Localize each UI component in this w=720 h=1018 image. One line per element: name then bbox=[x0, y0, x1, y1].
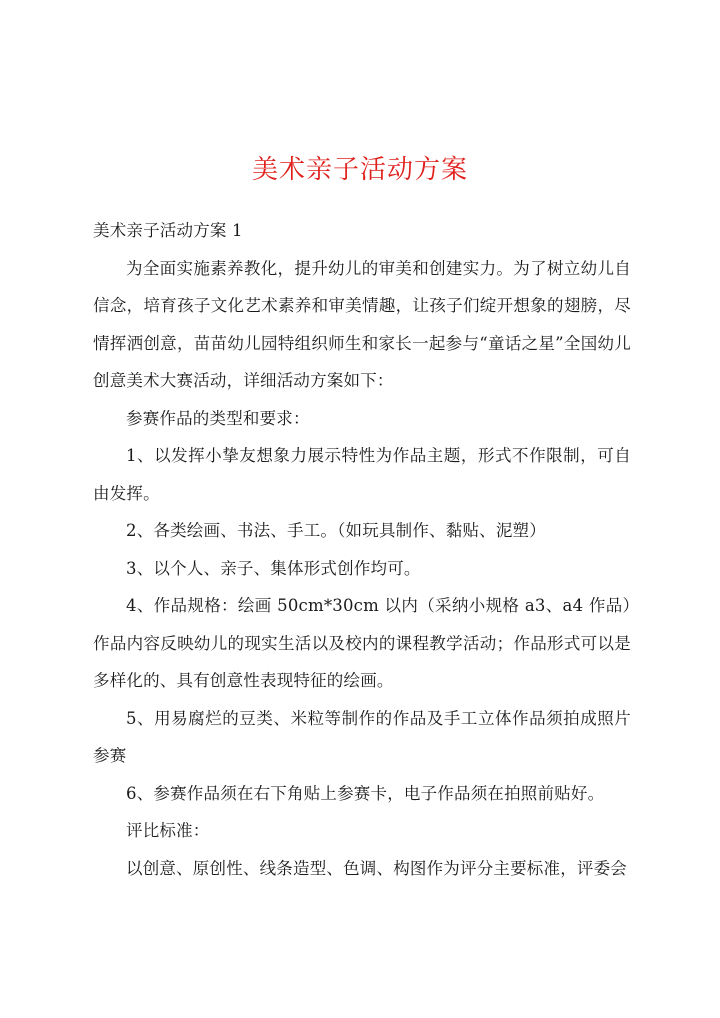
paragraph-criteria-heading: 评比标准： bbox=[126, 821, 210, 840]
paragraph-item-4: 4、作品规格：绘画 50cm*30cm 以内（采纳小规格 a3、a4 作品）作品内容反映幼儿的现实生活以及校内的课程教学活动；作品形式可以是多样化的、具有创意性表现特征的绘画。 bbox=[93, 596, 631, 690]
paragraph-intro: 为全面实施素养教化，提升幼儿的审美和创建实力。为了树立幼儿自信念，培育孩子文化艺术素养和审美情趣，让孩子们绽开想象的翅膀，尽情挥洒创意，苗苗幼儿园特组织师生和家长一起参与“童话之星”全国幼儿创意美术大赛活动，详细活动方案如下： bbox=[93, 258, 631, 390]
paragraph-item-1: 1、以发挥小挚友想象力展示特性为作品主题，形式不作限制，可自由发挥。 bbox=[93, 446, 631, 503]
paragraph-item-2: 2、各类绘画、书法、手工。（如玩具制作、黏贴、泥塑） bbox=[126, 521, 546, 540]
paragraph-criteria: 以创意、原创性、线条造型、色调、构图作为评分主要标准，评委会 bbox=[126, 858, 627, 878]
page-title: 美术亲子活动方案 bbox=[251, 155, 468, 185]
paragraph-item-6: 6、参赛作品须在右下角贴上参赛卡，电子作品须在拍照前贴好。 bbox=[126, 783, 605, 803]
paragraph-item-3: 3、以个人、亲子、集体形式创作均可。 bbox=[126, 558, 421, 578]
paragraph-item-5: 5、用易腐烂的豆类、米粒等制作的作品及手工立体作品须拍成照片参赛 bbox=[93, 708, 631, 765]
document-body bbox=[93, 212, 631, 887]
paragraph-requirements-heading: 参赛作品的类型和要求： bbox=[126, 408, 310, 428]
section-heading: 美术亲子活动方案 1 bbox=[93, 221, 243, 240]
